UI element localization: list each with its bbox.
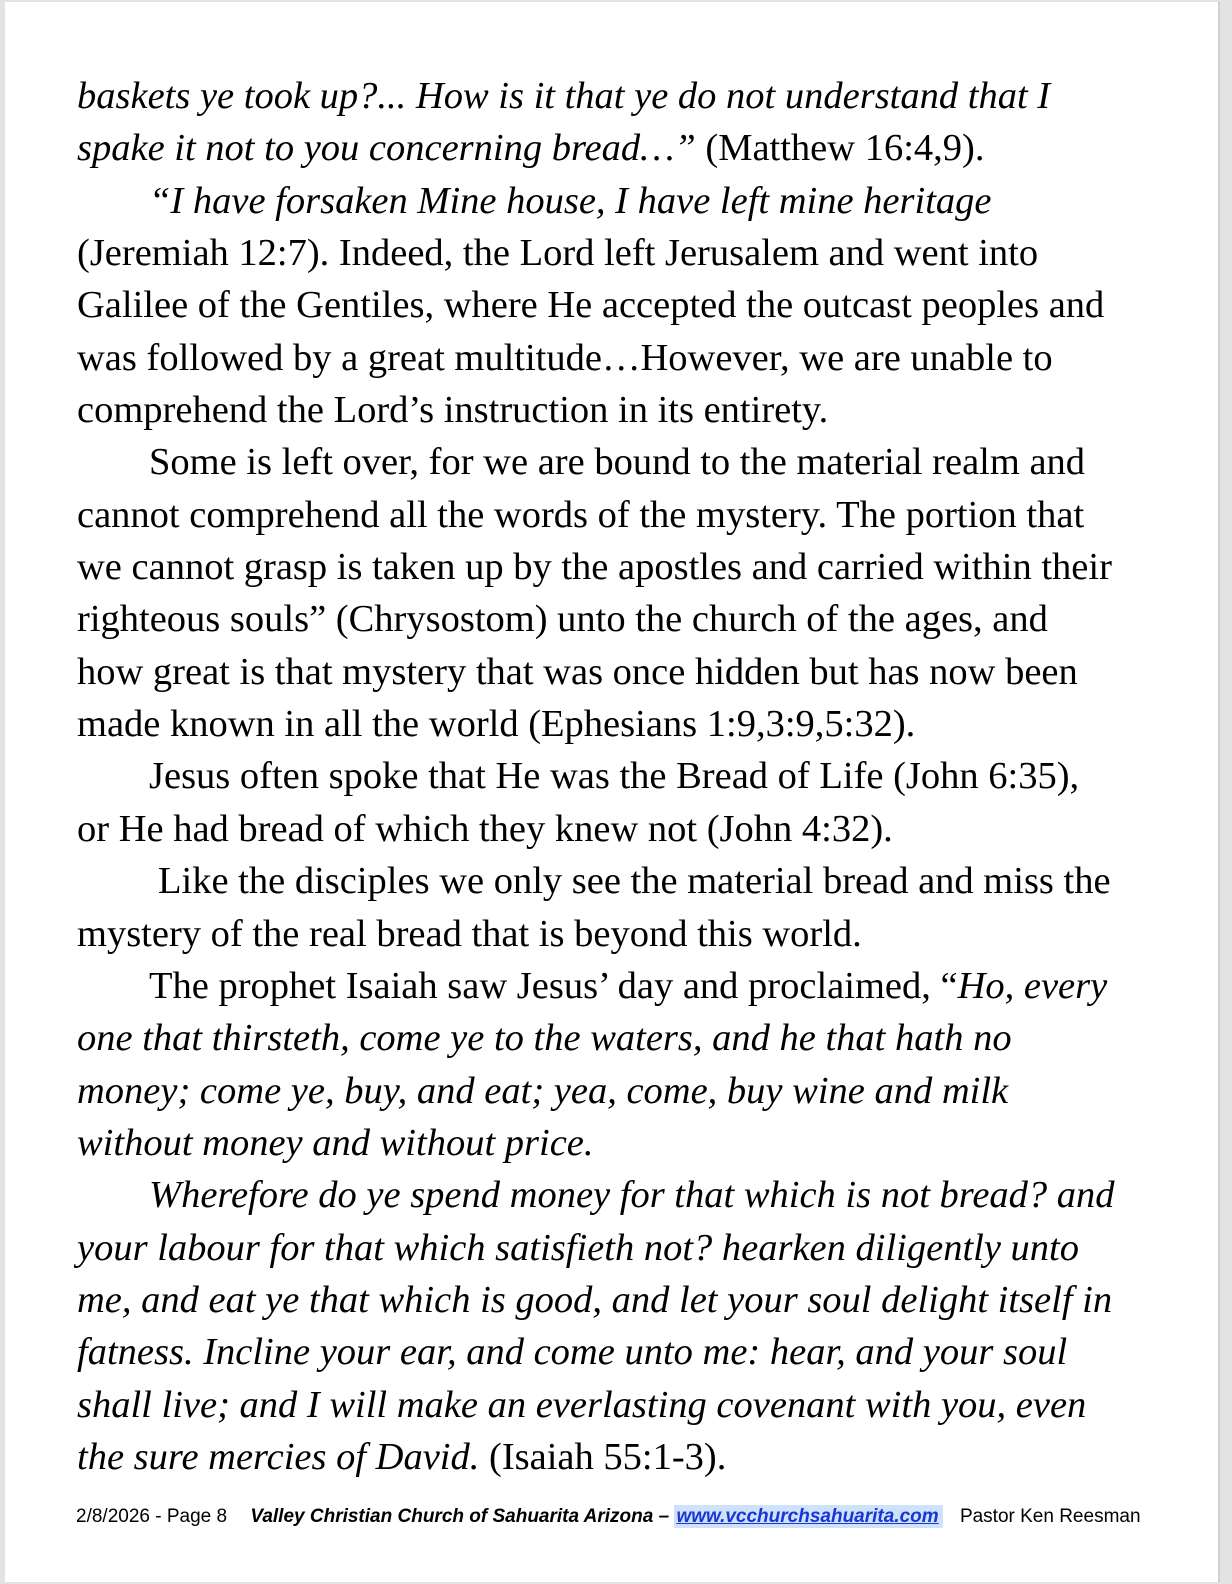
text-segment: mystery of the real bread that is beyond this world. bbox=[77, 912, 862, 955]
italic-text-segment: Wherefore do ye spend money for that which is not bread? and bbox=[149, 1174, 1115, 1217]
text-segment: (Jeremiah 12:7). Indeed, the Lord left Jerusalem and went into bbox=[77, 232, 1039, 275]
text-line bbox=[77, 1274, 1157, 1326]
text-segment: or He had bread of which they knew not (John 4:32). bbox=[77, 807, 893, 850]
footer-pastor-name: Pastor Ken Reesman bbox=[959, 1506, 1141, 1527]
italic-text-segment: the sure mercies of David. bbox=[77, 1435, 480, 1478]
footer-website-link[interactable]: www.vcchurchsahuarita.com bbox=[674, 1505, 942, 1528]
text-line bbox=[77, 1012, 1157, 1064]
text-segment: Galilee of the Gentiles, where He accepted the outcast peoples and bbox=[77, 284, 1105, 327]
text-segment: (Isaiah 55:1-3). bbox=[479, 1435, 727, 1478]
text-segment: Jesus often spoke that He was the Bread of Life (John 6:35), bbox=[149, 755, 1080, 798]
text-line bbox=[77, 803, 1157, 855]
text-segment: was followed by a great multitude…However, we are unable to bbox=[77, 336, 1053, 379]
text-line bbox=[77, 1222, 1157, 1274]
italic-text-segment: money; come ye, buy, and eat; yea, come, buy wine and milk bbox=[77, 1069, 1009, 1112]
italic-text-segment: baskets ye took up?... How is it that ye do not understand that I bbox=[77, 75, 1051, 117]
text-line bbox=[77, 960, 1157, 1012]
footer-church-name: Valley Christian Church of Sahuarita Arizona – bbox=[250, 1506, 675, 1527]
text-segment: how great is that mystery that was once hidden but has now been bbox=[77, 650, 1078, 693]
text-line bbox=[77, 1326, 1157, 1378]
text-line bbox=[77, 175, 1157, 227]
text-line bbox=[77, 1169, 1157, 1221]
text-line bbox=[77, 1117, 1157, 1169]
text-line bbox=[77, 279, 1157, 331]
text-line bbox=[77, 227, 1157, 279]
text-segment: Like the disciples we only see the material bread and miss the bbox=[158, 860, 1111, 903]
italic-text-segment: me, and eat ye that which is good, and let your soul delight itself in bbox=[77, 1278, 1113, 1321]
text-segment: (Matthew 16:4,9). bbox=[705, 127, 985, 170]
text-segment: Some is left over, for we are bound to the material realm and bbox=[149, 441, 1086, 484]
text-line bbox=[77, 855, 1157, 907]
footer-date-page: 2/8/2026 - Page 8 bbox=[76, 1506, 228, 1527]
text-segment: made known in all the world (Ephesians 1:9,3:9,5:32). bbox=[77, 703, 916, 746]
text-segment: righteous souls” (Chrysostom) unto the church of the ages, and bbox=[77, 598, 1048, 641]
document-page bbox=[5, 2, 1220, 1582]
text-segment: The prophet Isaiah saw Jesus’ day and proclaimed, “ bbox=[149, 964, 958, 1007]
text-line bbox=[77, 646, 1157, 698]
text-line bbox=[77, 1431, 1157, 1483]
page-footer bbox=[76, 1504, 1141, 1530]
text-line bbox=[77, 541, 1157, 593]
text-line bbox=[77, 1065, 1157, 1117]
text-line bbox=[77, 1379, 1157, 1431]
text-line bbox=[77, 70, 1157, 122]
italic-text-segment: one that thirsteth, come ye to the waters, and he that hath no bbox=[77, 1017, 1012, 1060]
text-segment: comprehend the Lord’s instruction in its entirety. bbox=[77, 389, 829, 432]
italic-text-segment: shall live; and I will make an everlasting covenant with you, even bbox=[77, 1383, 1087, 1426]
text-line bbox=[77, 122, 1157, 174]
italic-text-segment: your labour for that which satisfieth not? hearken diligently unto bbox=[77, 1226, 1079, 1269]
text-line bbox=[77, 384, 1157, 436]
text-line bbox=[77, 593, 1157, 645]
italic-text-segment: “I have forsaken Mine house, I have left mine heritage bbox=[149, 179, 992, 222]
text-line bbox=[77, 698, 1157, 750]
text-line bbox=[77, 750, 1157, 802]
italic-text-segment: spake it not to you concerning bread…” bbox=[77, 127, 706, 170]
italic-text-segment: fatness. Incline your ear, and come unto me: hear, and your soul bbox=[77, 1331, 1068, 1374]
text-line bbox=[77, 332, 1157, 384]
italic-text-segment: without money and without price. bbox=[77, 1121, 594, 1164]
document-body bbox=[77, 70, 1157, 1483]
text-line bbox=[77, 436, 1157, 488]
italic-text-segment: Ho, every bbox=[957, 964, 1108, 1007]
text-segment: we cannot grasp is taken up by the apostles and carried within their bbox=[77, 546, 1112, 589]
text-line bbox=[77, 908, 1157, 960]
text-segment: cannot comprehend all the words of the mystery. The portion that bbox=[77, 493, 1085, 536]
text-line bbox=[77, 489, 1157, 541]
